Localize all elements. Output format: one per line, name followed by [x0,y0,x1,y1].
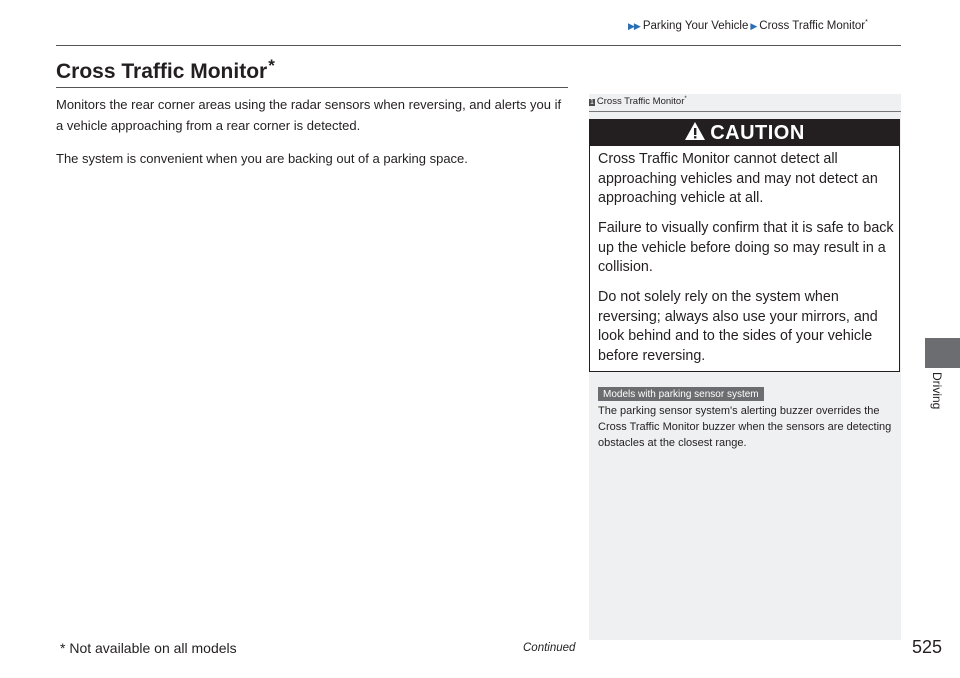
usage-paragraph: The system is convenient when you are backing out of a parking space. [56,151,468,166]
section-tab-marker[interactable] [925,338,960,368]
section-tab-text: Driving [930,372,944,410]
intro-paragraph: Monitors the rear corner areas using the radar sensors when reversing, and alerts you if a vehicle approaching from a rear corner is detected. [56,97,562,133]
caution-paragraph: Failure to visually confirm that it is safe to back up the vehicle before doing so may result in a collision. [598,220,894,275]
model-note-text: The parking sensor system's alerting buzzer overrides the Cross Traffic Monitor buzzer when the sensors are detecting obstacles at the closest range. [598,405,892,449]
caution-title [590,120,899,146]
arrow-icon: ▶ [750,20,758,31]
page-title-text: Cross Traffic Monitor [56,60,268,83]
title-divider [56,87,568,88]
note-number-badge: 1 [590,99,594,107]
caution-paragraph: Do not solely rely on the system when reversing; always also use your mirrors, and look behind and to the sides of your vehicle before reversing. [598,289,878,364]
side-note-title: Cross Traffic Monitor [596,96,685,108]
caution-title-text: CAUTION [710,122,805,144]
double-arrow-icon: ▶▶ [628,20,640,31]
title-asterisk: * [268,56,275,75]
breadcrumb-parent[interactable]: Parking Your Vehicle [642,19,749,32]
footnote: * Not available on all models [60,640,237,656]
model-applicability-tag: Models with parking sensor system [598,387,764,401]
page-number: 525 [912,637,943,657]
section-tab-label [930,372,944,432]
side-note-heading [589,96,687,107]
caution-paragraph: Cross Traffic Monitor cannot detect all approaching vehicles and may not detect an approaching vehicle at all. [598,151,878,206]
page-title [56,56,275,84]
header-divider [56,45,901,46]
breadcrumb [628,19,868,32]
side-note-divider [589,111,901,112]
continued-label: Continued [523,642,576,654]
breadcrumb-asterisk: * [865,19,868,26]
warning-triangle-icon [684,121,706,141]
side-note-asterisk: * [684,96,687,102]
breadcrumb-current: Cross Traffic Monitor [759,19,866,32]
